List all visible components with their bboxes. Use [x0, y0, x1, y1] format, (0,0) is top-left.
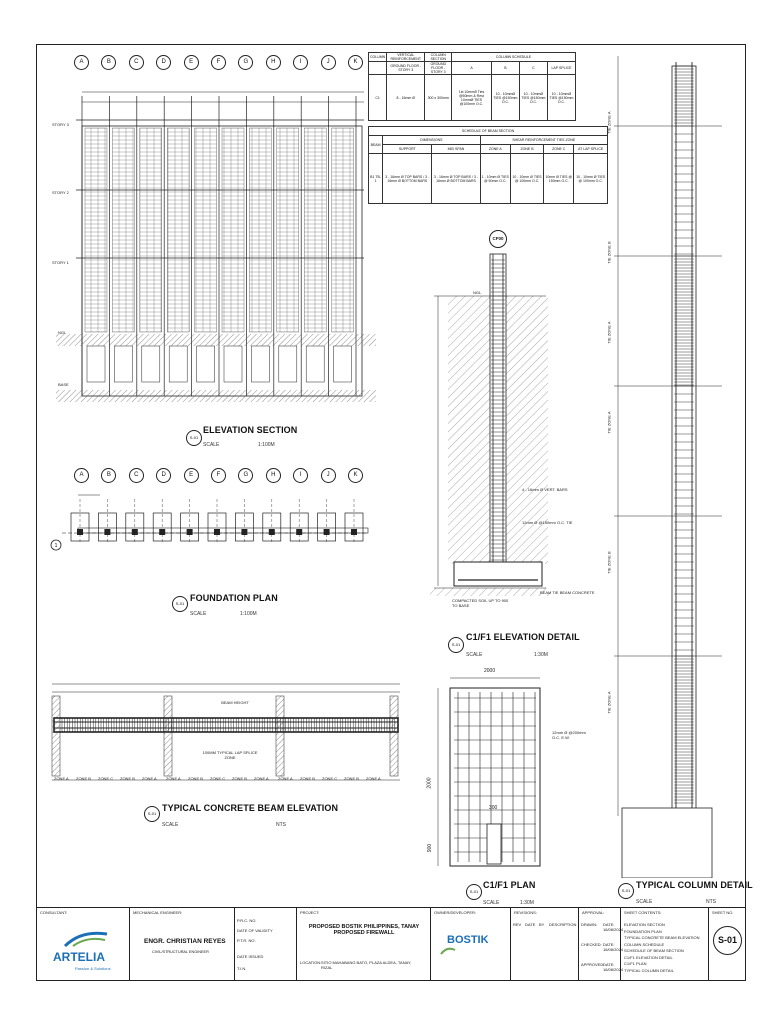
- elevation-grid-bubble-g: G: [238, 55, 253, 70]
- firm-tagline: Passion & Solutions: [75, 966, 111, 971]
- plan-dim-bottom: 900: [427, 843, 434, 853]
- cs-h-c: C: [519, 62, 547, 75]
- cs-a: 1st 10mmØ Ties @50mm & Rest 10mmØ TIES @100mm O.C.: [452, 75, 492, 121]
- c1f1-elevation-marker: S-01: [448, 637, 464, 653]
- foundation-grid-bubble-c: C: [129, 468, 144, 483]
- elevation-scale-label: SCALE: [203, 442, 220, 448]
- beam-zone-label: ZONE B: [344, 776, 359, 781]
- cs-h-lap: LAP SPLICE: [547, 62, 575, 75]
- tb-sheet-no: SHEET NO. S-01: [709, 908, 745, 980]
- owner-logo: BOSTIK: [447, 934, 489, 946]
- elevation-grid-bubble-h: H: [266, 55, 281, 70]
- beam-elevation-scale: NTS: [276, 822, 286, 828]
- beam-zone-label: ZONE B: [232, 776, 247, 781]
- beam-zone-label: ZONE A: [54, 776, 69, 781]
- bs-h-beam: BEAM: [369, 136, 383, 154]
- plan-dim-col: 300: [489, 805, 498, 811]
- beam-splice-note: 100MM TYPICAL LAP SPLICE ZONE: [202, 750, 258, 760]
- c1f1-plan-title: C1/F1 PLAN: [483, 880, 536, 890]
- column-zone-label: TIE ZONE A: [606, 111, 612, 134]
- column-zone-label: TIE ZONE A: [606, 691, 612, 714]
- tb-sheet-contents: SHEET CONTENTS: ELEVATION SECTION FOUNDATION PLAN TYPICAL CONCRETE BEAM ELEVATION COLUMN SCHEDULE SCHEDULE OF BEAM SECTION C1/F1 ELEVATION DETAIL C1/F1 PLAN TYPICAL COLUMN DETAIL: [621, 908, 709, 980]
- column-zone-label: TIE ZONE B: [606, 551, 612, 574]
- sheet-contents-item: C1/F1 ELEVATION DETAIL: [624, 954, 673, 960]
- elevation-grid-bubble-j: J: [321, 55, 336, 70]
- bs-h-shear: SHEAR REINFORCEMENT TIES ZONE: [480, 136, 607, 145]
- column-zone-label: TIE ZONE A: [606, 321, 612, 344]
- c1f1-plan-scale-label: SCALE: [483, 900, 500, 906]
- beam-zone-label: ZONE A: [166, 776, 181, 781]
- elevation-section-svg: [56, 76, 376, 406]
- bs-title: SCHEDULE OF BEAM SECTION: [369, 127, 608, 136]
- beam-zone-label: ZONE A: [278, 776, 293, 781]
- elevation-grid-bubble-i: I: [293, 55, 308, 70]
- elevation-grid-bubble-a: A: [74, 55, 89, 70]
- beam-elevation-marker: S-01: [144, 806, 160, 822]
- sheet-contents-item: COLUMN SCHEDULE: [624, 941, 665, 947]
- cs-b: 10 - 10mmØ TIES @150mm O.C.: [491, 75, 519, 121]
- foundation-scale-label: SCALE: [190, 611, 207, 617]
- plan-dim-side: 2000: [426, 777, 433, 789]
- firm-name: ARTELIA: [53, 950, 105, 964]
- bs-zc: 10mm Ø TIES @ 150mm O.C.: [544, 154, 574, 204]
- column-zone-label: TIE ZONE A: [606, 411, 612, 434]
- cs-c: 10 - 10mmØ TIES @150mm O.C.: [519, 75, 547, 121]
- beam-zone-label: ZONE C: [98, 776, 114, 781]
- tb-owner: OWNER/DEVELOPER: BOSTIK: [431, 908, 511, 980]
- column-detail-svg: [612, 56, 728, 878]
- beam-zone-label: ZONE A: [142, 776, 157, 781]
- cs-h-a: A: [452, 62, 492, 75]
- elevation-grid-bubble-k: K: [348, 55, 363, 70]
- title-block: [36, 907, 746, 981]
- foundation-grid-bubble-k: K: [348, 468, 363, 483]
- bs-h-lap: AT LAP SPLICE: [574, 145, 608, 154]
- cs-h-b: B: [491, 62, 519, 75]
- svg-text:1: 1: [54, 543, 58, 549]
- foundation-grid-bubble-d: D: [156, 468, 171, 483]
- foundation-grid-bubble-i: I: [293, 468, 308, 483]
- beam-zone-label: ZONE C: [210, 776, 226, 781]
- column-detail-scale-label: SCALE: [636, 899, 653, 905]
- level-base: BASE: [58, 382, 69, 387]
- c1f1-elevation-title: C1/F1 ELEVATION DETAIL: [466, 632, 580, 642]
- beam-zone-label: ZONE B: [120, 776, 135, 781]
- cs-h-column: COLUMN: [369, 53, 387, 62]
- c1f1-elevation-scale: 1:30M: [534, 652, 548, 658]
- cs-title: COLUMN SCHEDULE: [452, 53, 576, 62]
- c1f1-elevation-svg: [430, 246, 550, 616]
- level-story2: STORY 2: [52, 190, 69, 195]
- elevation-grid-bubble-b: B: [101, 55, 116, 70]
- foundation-title: FOUNDATION PLAN: [190, 593, 278, 603]
- level-story3: STORY 3: [52, 122, 69, 127]
- bs-lap: 10 - 10mm Ø TIES @ 100mm O.C.: [574, 154, 608, 204]
- elevation-title: ELEVATION SECTION: [203, 425, 298, 435]
- cs-col: C1: [369, 75, 387, 121]
- c1f1-elevation-scale-label: SCALE: [466, 652, 483, 658]
- artelia-logo-icon: [61, 928, 111, 948]
- sheet-number: S-01: [713, 926, 742, 955]
- bs-beam: B1 TB-1: [369, 154, 383, 204]
- elevation-grid-bubble-c: C: [129, 55, 144, 70]
- project-name: PROPOSED BOSTIK PHILIPPINES, TANAY PROPOSED FIREWALL: [308, 924, 420, 936]
- tb-engineer: MECHANICAL ENGINEER: ENGR. CHRISTIAN REYES CIVIL/STRUCTURAL ENGINEER: [130, 908, 235, 980]
- foundation-grid-bubble-f: F: [211, 468, 226, 483]
- foundation-marker: S-01: [172, 596, 188, 612]
- column-schedule: [368, 52, 576, 121]
- cs-h-vert: VERTICAL REINFORCEMENT: [387, 53, 425, 62]
- beam-elevation-scale-label: SCALE: [162, 822, 179, 828]
- beam-schedule: [368, 126, 608, 204]
- bs-h-zb: ZONE B: [510, 145, 543, 154]
- beam-elevation-svg: [50, 678, 402, 788]
- bs-zb: 10 - 10mm Ø TIES @ 100mm O.C.: [510, 154, 543, 204]
- cs-lap: 10 - 10mmØ TIES @150mm O.C.: [547, 75, 575, 121]
- bs-h-midspan: MID SPAN: [432, 145, 480, 154]
- sheet-contents-item: FOUNDATION PLAN: [624, 928, 662, 934]
- engineer-role: CIVIL/STRUCTURAL ENGINEER: [152, 950, 209, 954]
- bs-h-za: ZONE A: [480, 145, 510, 154]
- column-detail-scale: NTS: [706, 899, 716, 905]
- beam-elevation-title: TYPICAL CONCRETE BEAM ELEVATION: [162, 803, 339, 813]
- elev-note-soil: COMPACTED SOIL UP TO 900 TO BASE: [452, 598, 509, 608]
- bs-support: 3 - 16mm Ø TOP BARS / 3 - 16mm Ø BOTTOM BARS: [383, 154, 432, 204]
- beam-zone-label: ZONE B: [300, 776, 315, 781]
- tb-revisions: REVISIONS: REV DATE BY DESCRIPTION: [511, 908, 579, 980]
- beam-zone-label: ZONE A: [254, 776, 269, 781]
- gecko-icon: [439, 946, 457, 956]
- elev-note-tie: 12mm Ø @150mm O.C. TIE: [522, 520, 573, 525]
- bs-h-dim: DIMENSIONS: [383, 136, 480, 145]
- beam-zone-label: ZONE B: [76, 776, 91, 781]
- tb-consultant: CONSULTANT: ARTELIA Passion & Solutions: [37, 908, 130, 980]
- foundation-grid-bubble-h: H: [266, 468, 281, 483]
- sheet-contents-item: ELEVATION SECTION: [624, 922, 665, 927]
- elev-note-concrete: BEAM TIE BEAM CONCRETE: [540, 590, 595, 595]
- project-location: SITIO MAHABANG BATO, PLAZA ALDEA, TANAY, RIZAL: [321, 960, 412, 970]
- bs-za: 1 - 10mm Ø TIES @ 50mm O.C.: [480, 154, 510, 204]
- foundation-grid-bubble-e: E: [184, 468, 199, 483]
- foundation-grid-bubble-j: J: [321, 468, 336, 483]
- tb-license-fields: P.R.C. NO. DATE OF VALIDITY P.T.R. NO. DATE ISSUED T.I.N.: [235, 908, 297, 980]
- level-ngl: NGL: [58, 330, 67, 335]
- plan-note: 12mm Ø @200mm O.C. E.W.: [552, 730, 586, 740]
- tb-approval: APPROVAL: DRAWN: CHECKED: APPROVED: DATE: 16/08/2024 DATE: 16/08/2024 DATE: 16/08/2024: [579, 908, 621, 980]
- elev-note-vert: 4 - 16mm Ø VERT. BARS: [522, 487, 568, 492]
- c1f1-plan-svg: [430, 674, 550, 874]
- tb-project: PROJECT: PROPOSED BOSTIK PHILIPPINES, TANAY PROPOSED FIREWALL LOCATION: SITIO MAHABANG BATO, PLAZA ALDEA, TANAY, RIZAL: [297, 908, 431, 980]
- c1f1-plan-scale: 1:30M: [520, 900, 534, 906]
- sheet-contents-item: SCHEDULE OF BEAM SECTION: [624, 948, 684, 953]
- beam-height-note: BEAM HEIGHT: [221, 700, 249, 705]
- beam-zone-label: ZONE B: [188, 776, 203, 781]
- bs-h-support: SUPPORT: [383, 145, 432, 154]
- engineer-name: ENGR. CHRISTIAN REYES: [144, 938, 226, 945]
- beam-zone-label: ZONE A: [366, 776, 381, 781]
- sheet-contents-item: TYPICAL CONCRETE BEAM ELEVATION: [624, 935, 700, 940]
- foundation-scale: 1:100M: [240, 611, 257, 617]
- bs-midspan: 3 - 16mm Ø TOP BARS / 3 - 16mm Ø BOTTOM BARS: [432, 154, 480, 204]
- column-detail-marker: S-01: [618, 883, 634, 899]
- cs-vert: 8 - 16mm Ø: [387, 75, 425, 121]
- foundation-grid-bubble-g: G: [238, 468, 253, 483]
- foundation-plan-svg: [50, 485, 380, 560]
- foundation-grid-bubble-b: B: [101, 468, 116, 483]
- elevation-grid-bubble-e: E: [184, 55, 199, 70]
- elevation-scale: 1:100M: [258, 442, 275, 448]
- sheet-contents-item: TYPICAL COLUMN DETAIL: [624, 967, 674, 973]
- column-detail-title: TYPICAL COLUMN DETAIL: [636, 880, 753, 890]
- plan-dim-top: 2000: [484, 668, 496, 674]
- beam-zone-label: ZONE C: [322, 776, 338, 781]
- level-story1: STORY 1: [52, 260, 69, 265]
- cs-size: 300 x 300mm: [425, 75, 452, 121]
- elevation-grid-bubble-f: F: [211, 55, 226, 70]
- c1f1-plan-marker: S-01: [466, 884, 482, 900]
- elevation-marker: S-01: [186, 430, 202, 446]
- column-zone-label: TIE ZONE B: [606, 241, 612, 264]
- cs-h-sub2: GROUND FLOOR - STORY 3: [425, 62, 452, 75]
- elev-ngl: NGL: [473, 290, 482, 295]
- elevation-grid-bubble-d: D: [156, 55, 171, 70]
- sheet-contents-item: C1/F1 PLAN: [624, 961, 647, 966]
- column-tag: CF00: [489, 230, 507, 248]
- bs-h-zc: ZONE C: [544, 145, 574, 154]
- cs-h-colsec: COLUMN SECTION: [425, 53, 452, 62]
- foundation-grid-bubble-a: A: [74, 468, 89, 483]
- cs-h-sub1: GROUND FLOOR - STORY 3: [387, 62, 425, 75]
